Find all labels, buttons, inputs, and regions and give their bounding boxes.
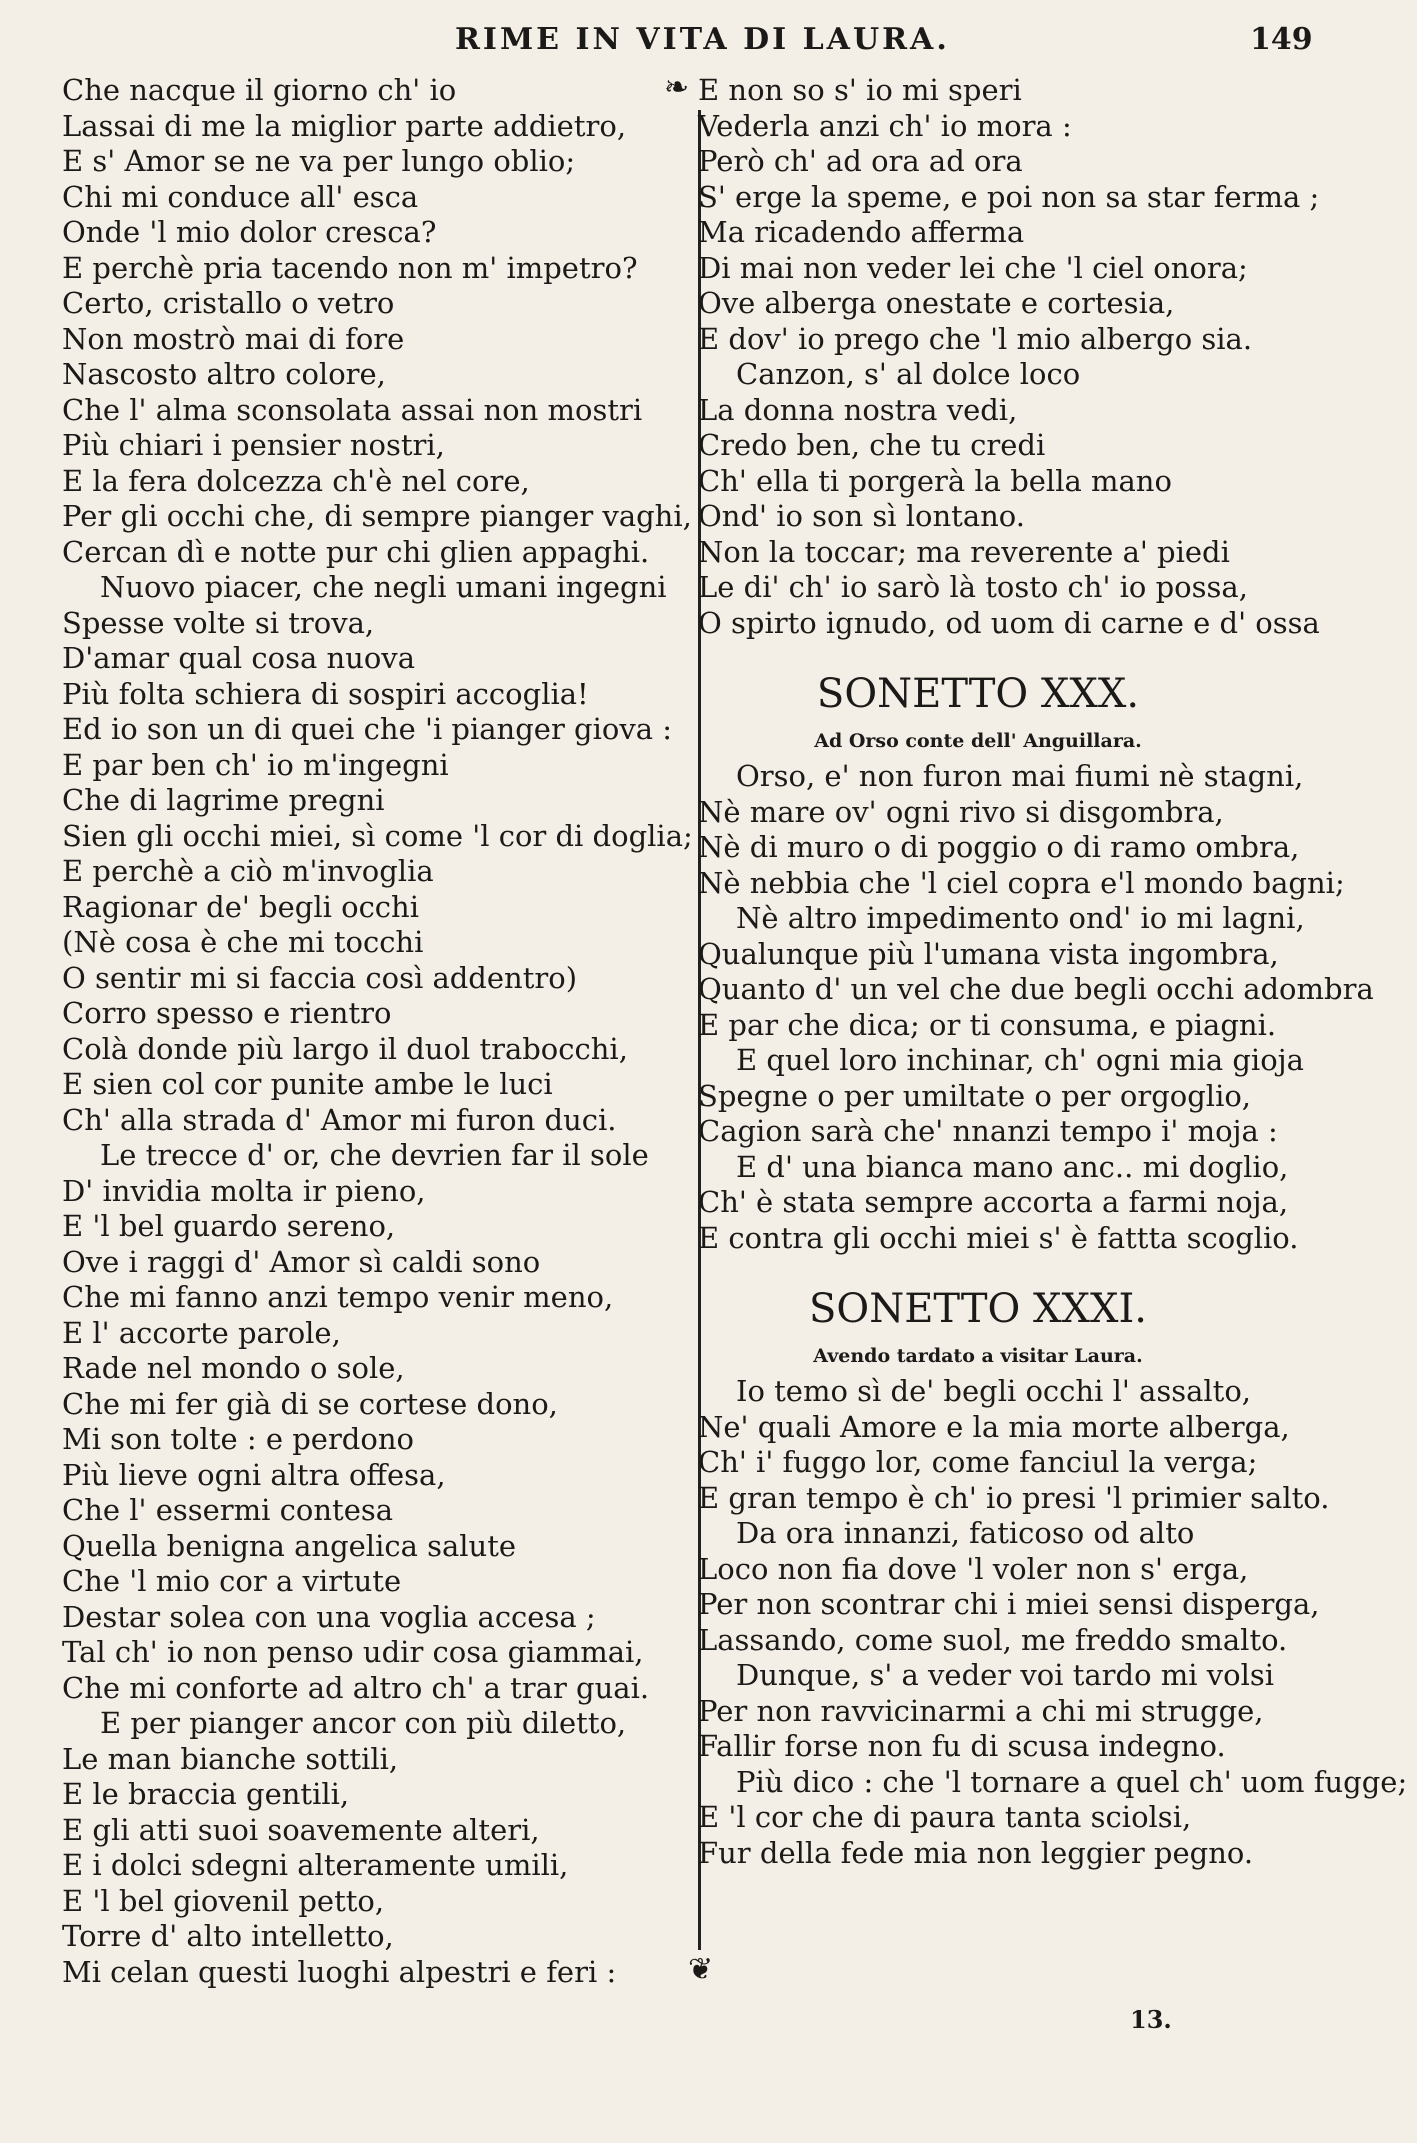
verse-line: Quanto d' un vel che due begli occhi adombra <box>698 972 1374 1006</box>
verse-line: Spegne o per umiltate o per orgoglio, <box>698 1078 1252 1113</box>
verse-line: Vederla anzi ch' io mora : <box>698 108 1072 143</box>
verse-line: E s' Amor se ne va per lungo oblio; <box>62 144 576 178</box>
verse-line: Sien gli occhi miei, sì come 'l cor di doglia; <box>62 818 693 853</box>
page-number: 149 <box>1250 22 1313 57</box>
verse-line: Nè mare ov' ogni rivo si disgombra, <box>698 794 1224 829</box>
verse-line: Ch' è stata sempre accorta a farmi noja, <box>698 1185 1289 1219</box>
verse-line: E par ben ch' io m'ingegni <box>62 747 449 782</box>
verse-line: E 'l cor che di paura tanta sciolsi, <box>698 1800 1192 1834</box>
verse-line: Canzon, s' al dolce loco <box>736 357 1081 391</box>
verse-line: Lassando, come suol, me freddo smalto. <box>698 1622 1288 1657</box>
verse-line: Più lieve ogni altra offesa, <box>62 1457 446 1492</box>
verse-line: La donna nostra vedi, <box>698 392 1018 427</box>
verse-line: Credo ben, che tu credi <box>698 428 1046 462</box>
verse-line: Ch' ella ti porgerà la bella mano <box>698 463 1172 498</box>
verse-line: Mi celan questi luoghi alpestri e feri : <box>62 1954 617 1989</box>
verse-line: O sentir mi si faccia così addentro) <box>62 960 578 995</box>
verse-line: E 'l bel giovenil petto, <box>62 1883 385 1918</box>
verse-line: Ma ricadendo afferma <box>698 215 1025 249</box>
verse-line: Qualunque più l'umana vista ingombra, <box>698 936 1279 971</box>
fleuron-ornament-icon: ❦ <box>688 1952 714 1987</box>
page-header <box>0 20 1417 70</box>
verse-line: Destar solea con una voglia accesa ; <box>62 1599 596 1634</box>
verse-line: E perchè a ciò m'invoglia <box>62 854 434 888</box>
sonnet-xxx-verses <box>698 759 1374 1256</box>
running-title: RIME IN VITA DI LAURA. <box>455 22 950 57</box>
verse-line: D'amar qual cosa nuova <box>62 641 415 675</box>
verse-line: Cercan dì e notte pur chi glien appaghi. <box>62 534 650 569</box>
verse-line: E l' accorte parole, <box>62 1315 341 1350</box>
verse-line: Più folta schiera di sospiri accoglia! <box>62 676 589 711</box>
verse-line: E 'l bel guardo sereno, <box>62 1209 396 1243</box>
verse-line: Per non scontrar chi i miei sensi disperga, <box>698 1587 1320 1621</box>
verse-line: Più chiari i pensier nostri, <box>62 428 445 462</box>
verse-line: E sien col cor punite ambe le luci <box>62 1067 553 1101</box>
verse-line: Cagion sarà che' nnanzi tempo i' moja : <box>698 1114 1278 1148</box>
sonnet-xxx-title: SONETTO XXX. <box>816 671 1140 717</box>
verse-line: E perchè pria tacendo non m' impetro? <box>62 250 638 285</box>
verse-line: Ove i raggi d' Amor sì caldi sono <box>62 1244 541 1279</box>
verse-line: Per gli occhi che, di sempre pianger vaghi, <box>62 499 692 533</box>
verse-line: Tal ch' io non penso udir cosa giammai, <box>62 1635 644 1669</box>
verse-line: E d' una bianca mano anc.. mi doglio, <box>736 1149 1289 1184</box>
verse-line: Che nacque il giorno ch' io <box>62 73 457 107</box>
fleuron-ornament-icon: ❧ <box>664 70 690 105</box>
verse-line: (Nè cosa è che mi tocchi <box>62 925 424 959</box>
verse-line: Certo, cristallo o vetro <box>62 286 395 320</box>
verse-line: Ne' quali Amore e la mia morte alberga, <box>698 1409 1290 1444</box>
verse-line: E gli atti suoi soavemente alteri, <box>62 1812 540 1847</box>
verse-line: E dov' io prego che 'l mio albergo sia. <box>698 321 1253 356</box>
verse-line: Che mi fer già di se cortese dono, <box>62 1386 558 1421</box>
verse-line: Non la toccar; ma reverente a' piedi <box>698 534 1230 569</box>
verse-line: Lassai di me la miglior parte addietro, <box>62 108 627 143</box>
verse-line: Che di lagrime pregni <box>62 783 385 817</box>
sonnet-xxxi-title: SONETTO XXXI. <box>809 1286 1147 1332</box>
verse-line: E la fera dolcezza ch'è nel core, <box>62 463 530 498</box>
verse-line: Loco non fia dove 'l voler non s' erga, <box>698 1551 1249 1586</box>
verse-line: D' invidia molta ir pieno, <box>62 1173 426 1208</box>
verse-line: Per non ravvicinarmi a chi mi strugge, <box>698 1693 1264 1728</box>
verse-line: Che l' alma sconsolata assai non mostri <box>62 392 643 427</box>
verse-line: Mi son tolte : e perdono <box>62 1422 414 1456</box>
verse-line: E quel loro inchinar, ch' ogni mia gioja <box>736 1043 1304 1077</box>
verse-line: Ed io son un di quei che 'i pianger giova : <box>62 712 673 746</box>
verse-line: Spesse volte si trova, <box>62 605 375 640</box>
sonnet-xxxi-subtitle: Avendo tardato a visitar Laura. <box>813 1345 1143 1367</box>
verse-line: Fur della fede mia non leggier pegno. <box>698 1835 1254 1870</box>
left-column-verses <box>62 73 693 1990</box>
verse-line: Io temo sì de' begli occhi l' assalto, <box>736 1374 1252 1408</box>
verse-line: Le man bianche sottili, <box>62 1741 399 1776</box>
verse-line: Dunque, s' a veder voi tardo mi volsi <box>736 1658 1275 1692</box>
verse-line: E gran tempo è ch' io presi 'l primier salto. <box>698 1480 1330 1515</box>
verse-line: Torre d' alto intelletto, <box>62 1919 394 1953</box>
verse-line: Ond' io son sì lontano. <box>698 499 1025 533</box>
verse-line: Nè nebbia che 'l ciel copra e'l mondo bagni; <box>698 865 1345 900</box>
canzone-verses <box>698 73 1318 641</box>
verse-line: Di mai non veder lei che 'l ciel onora; <box>698 250 1248 285</box>
verse-line: Corro spesso e rientro <box>62 996 392 1030</box>
verse-line: Orso, e' non furon mai fiumi nè stagni, <box>736 759 1304 793</box>
sonnet-xxxi-verses <box>698 1374 1408 1871</box>
verse-line: Da ora innanzi, faticoso od alto <box>736 1516 1195 1550</box>
verse-line: O spirto ignudo, od uom di carne e d' ossa <box>698 605 1320 640</box>
verse-line: Quella benigna angelica salute <box>62 1528 517 1563</box>
verse-line: Ove alberga onestate e cortesia, <box>698 286 1175 320</box>
verse-line: E le braccia gentili, <box>62 1777 350 1811</box>
right-column <box>698 73 1408 1871</box>
verse-line: Non mostrò mai di fore <box>62 321 405 356</box>
verse-line: Che 'l mio cor a virtute <box>62 1564 402 1598</box>
verse-line: Che l' essermi contesa <box>62 1493 394 1527</box>
verse-line: S' erge la speme, e poi non sa star ferma ; <box>698 179 1320 214</box>
verse-line: Le di' ch' io sarò là tosto ch' io possa, <box>698 570 1248 604</box>
verse-line: Che mi conforte ad altro ch' a trar guai. <box>62 1670 650 1705</box>
verse-line: Ch' i' fuggo lor, come fanciul la verga; <box>698 1445 1258 1479</box>
verse-line: Nè di muro o di poggio o di ramo ombra, <box>698 830 1300 864</box>
verse-line: E par che dica; or ti consuma, e piagni. <box>698 1007 1277 1042</box>
verse-line: E contra gli occhi miei s' è fattta scoglio. <box>698 1220 1299 1255</box>
verse-line: Però ch' ad ora ad ora <box>698 144 1023 178</box>
verse-line: Più dico : che 'l tornare a quel ch' uom fugge; <box>736 1764 1408 1799</box>
signature-mark: 13. <box>1130 2005 1172 2034</box>
verse-line: Chi mi conduce all' esca <box>62 179 419 214</box>
verse-line: Ragionar de' begli occhi <box>62 889 420 924</box>
verse-line: Colà donde più largo il duol trabocchi, <box>62 1031 628 1066</box>
verse-line: Rade nel mondo o sole, <box>62 1351 405 1385</box>
verse-line: Nè altro impedimento ond' io mi lagni, <box>736 901 1305 935</box>
verse-line: E non so s' io mi speri <box>698 73 1022 107</box>
verse-line: Ch' alla strada d' Amor mi furon duci. <box>62 1102 617 1137</box>
verse-line: Fallir forse non fu di scusa indegno. <box>698 1729 1226 1763</box>
sonnet-xxx-subtitle: Ad Orso conte dell' Anguillara. <box>814 730 1142 752</box>
verse-line: E i dolci sdegni alteramente umili, <box>62 1848 569 1882</box>
verse-line: Che mi fanno anzi tempo venir meno, <box>62 1280 614 1314</box>
verse-line: Onde 'l mio dolor cresca? <box>62 215 437 249</box>
verse-line: Le trecce d' or, che devrien far il sole <box>100 1138 649 1172</box>
verse-line: Nuovo piacer, che negli umani ingegni <box>100 570 667 604</box>
verse-line: E per pianger ancor con più diletto, <box>100 1706 627 1740</box>
verse-line: Nascosto altro colore, <box>62 357 386 391</box>
